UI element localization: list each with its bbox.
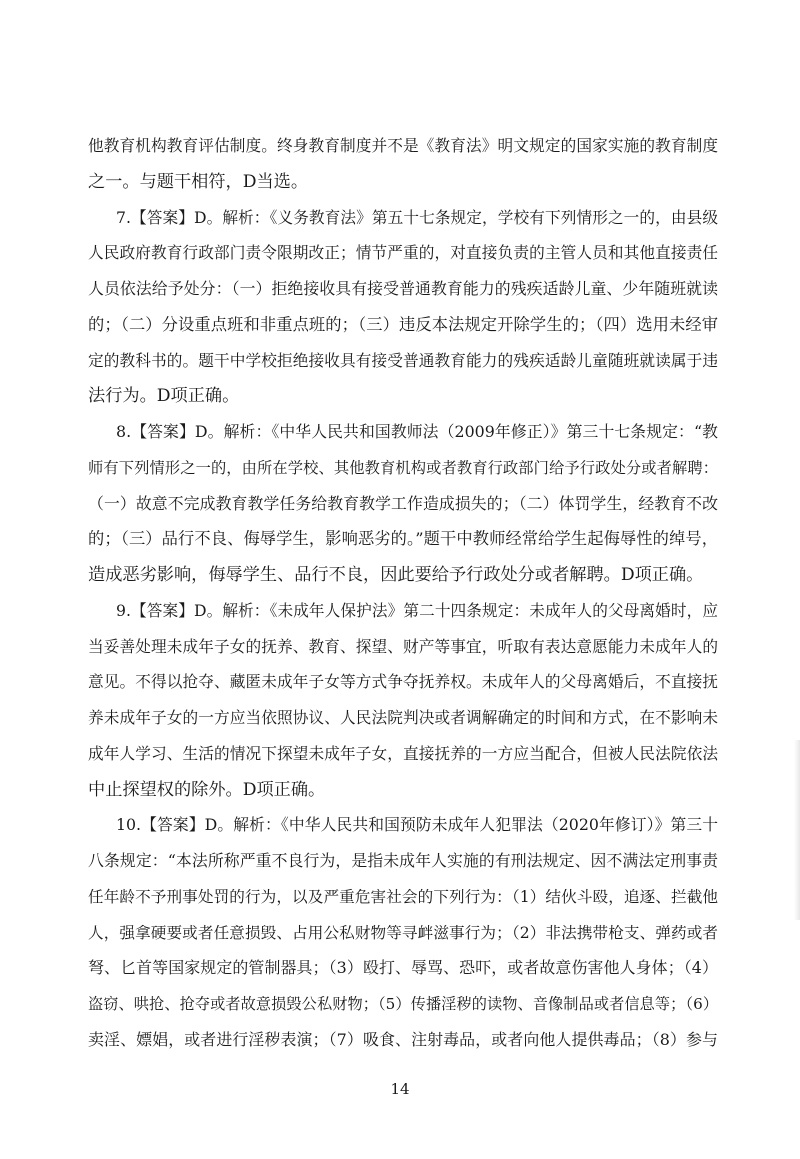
answer-7-line-1: 7.【答案】D。解析：《义务教育法》第五十七条规定，学校有下列情形之一的，由县级 [116,208,718,227]
page-number: 14 [390,1080,410,1098]
answer-9-line-4: 养未成年子女的一方应当依照协议、人民法院判决或者调解确定的时间和方式，在不影响未 [88,708,718,727]
answer-7-line-5: 定的教科书的。题干中学校拒绝接收具有接受普通教育能力的残疾适龄儿童随班就读属于违 [88,351,718,370]
answer-7-line-4: 的；（二）分设重点班和非重点班的；（三）违反本法规定开除学生的；（四）选用未经审 [88,315,718,334]
answer-8-line-4: 的；（三）品行不良、侮辱学生，影响恶劣的。”题干中教师经常给学生起侮辱性的绰号， [88,529,718,548]
answer-10-line-3: 任年龄不予刑事处罚的行为，以及严重危害社会的下列行为：（1）结伙斗殴，追逐、拦截他 [88,888,718,906]
answer-10-line-2: 八条规定：“本法所称严重不良行为，是指未成年人实施的有刑法规定、因不满法定刑事责 [88,851,718,870]
answer-7-line-3: 人员依法给予处分：（一）拒绝接收具有接受普通教育能力的残疾适龄儿童、少年随班就读 [88,279,718,298]
answer-9-line-2: 当妥善处理未成年子女的抚养、教育、探望、财产等事宜，听取有表达意愿能力未成年人的 [88,637,718,656]
answer-9-line-3: 意见。不得以抢夺、藏匿未成年子女等方式争夺抚养权。未成年人的父母离婚后，不直接抚 [88,672,718,691]
answer-8-line-2: 师有下列情形之一的，由所在学校、其他教育机构或者教育行政部门给予行政处分或者解聘： [88,459,718,477]
answer-10-line-7: 卖淫、嫖娼，或者进行淫秽表演；（7）吸食、注射毒品，或者向他人提供毒品；（8）参与 [88,1030,718,1049]
answer-10-line-5: 弩、匕首等国家规定的管制器具；（3）殴打、辱骂、恐吓，或者故意伤害他人身体；（4） [88,958,718,977]
answer-7-line-6: 法行为。D项正确。 [88,386,240,406]
answer-8-line-5: 造成恶劣影响，侮辱学生、品行不良，因此要给予行政处分或者解聘。D项正确。 [88,565,704,585]
answer-10-line-1: 10.【答案】D。解析：《中华人民共和国预防未成年人犯罪法（2020年修订）》第三十 [116,815,718,834]
answer-9-line-6: 中止探望权的除外。D项正确。 [88,780,326,800]
answer-10-line-6: 盗窃、哄抢、抢夺或者故意损毁公私财物；（5）传播淫秽的读物、音像制品或者信息等；（6） [88,995,718,1013]
answer-7-line-2: 人民政府教育行政部门责令限期改正；情节严重的，对直接负责的主管人员和其他直接责任 [88,243,718,262]
paragraph-1-line-1: 他教育机构教育评估制度。终身教育制度并不是《教育法》明文规定的国家实施的教育制度 [88,136,718,155]
scan-edge-shadow [794,740,800,920]
answer-8-line-3: （一）故意不完成教育教学任务给教育教学工作造成损失的；（二）体罚学生，经教育不改 [88,494,718,513]
answer-9-line-5: 成年人学习、生活的情况下探望未成年子女，直接抚养的一方应当配合，但被人民法院依法 [88,744,718,763]
paragraph-1-line-2: 之一。与题干相符，D当选。 [88,172,309,192]
answer-8-line-1: 8.【答案】D。解析：《中华人民共和国教师法（2009年修正）》第三十七条规定：“教 [116,422,718,441]
answer-10-line-4: 人，强拿硬要或者任意损毁、占用公私财物等寻衅滋事行为；（2）非法携带枪支、弹药或者 [88,924,718,942]
answer-9-line-1: 9.【答案】D。解析：《未成年人保护法》第二十四条规定：未成年人的父母离婚时，应 [116,601,718,620]
